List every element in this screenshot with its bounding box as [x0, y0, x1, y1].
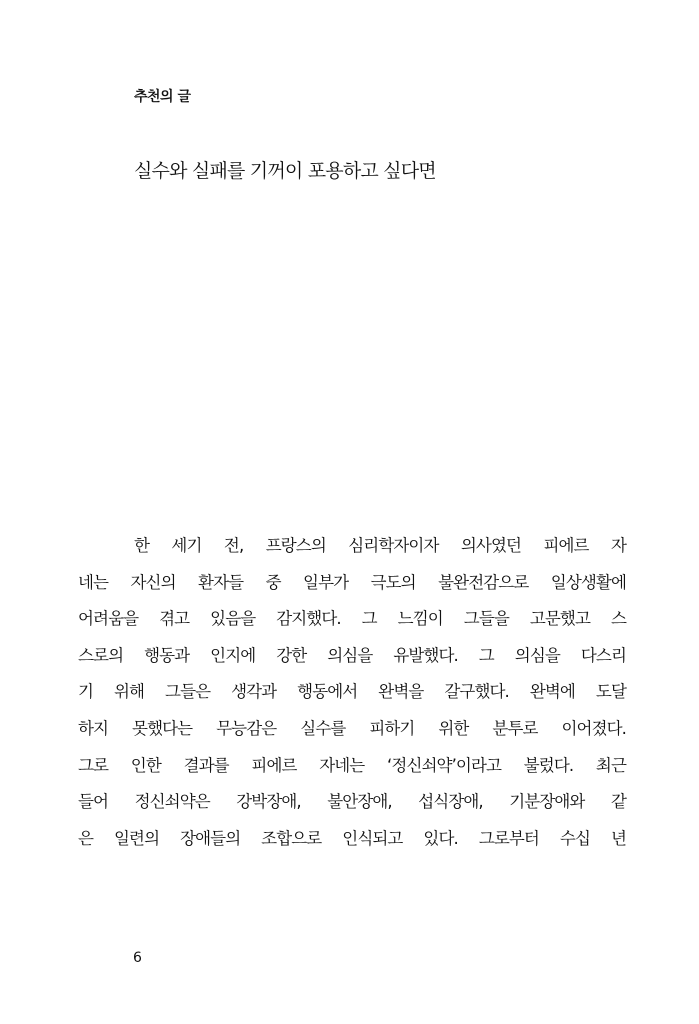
chapter-title: 실수와 실패를 기꺼이 포용하고 싶다면: [134, 160, 436, 182]
body-line: 들어 정신쇠약은 강박장애, 불안장애, 섭식장애, 기분장애와 같: [78, 792, 626, 812]
section-label: 추천의 글: [134, 89, 191, 105]
body-line: 기 위해 그들은 생각과 행동에서 완벽을 갈구했다. 완벽에 도달: [78, 682, 626, 702]
body-line: 한 세기 전, 프랑스의 심리학자이자 의사였던 피에르 자: [134, 536, 626, 555]
body-line: 은 일련의 장애들의 조합으로 인식되고 있다. 그로부터 수십 년: [78, 828, 626, 848]
body-line: 스로의 행동과 인지에 강한 의심을 유발했다. 그 의심을 다스리: [78, 645, 626, 665]
body-line: 하지 못했다는 무능감은 실수를 피하기 위한 분투로 이어졌다.: [78, 718, 626, 738]
body-line: 네는 자신의 환자들 중 일부가 극도의 불완전감으로 일상생활에: [78, 572, 626, 592]
body-paragraph: [78, 528, 626, 857]
page-number: 6: [133, 950, 142, 966]
body-line: 어려움을 겪고 있음을 감지했다. 그 느낌이 그들을 고문했고 스: [78, 609, 626, 629]
body-line: 그로 인한 결과를 피에르 자네는 ‘정신쇠약’이라고 불렀다. 최근: [78, 755, 626, 775]
